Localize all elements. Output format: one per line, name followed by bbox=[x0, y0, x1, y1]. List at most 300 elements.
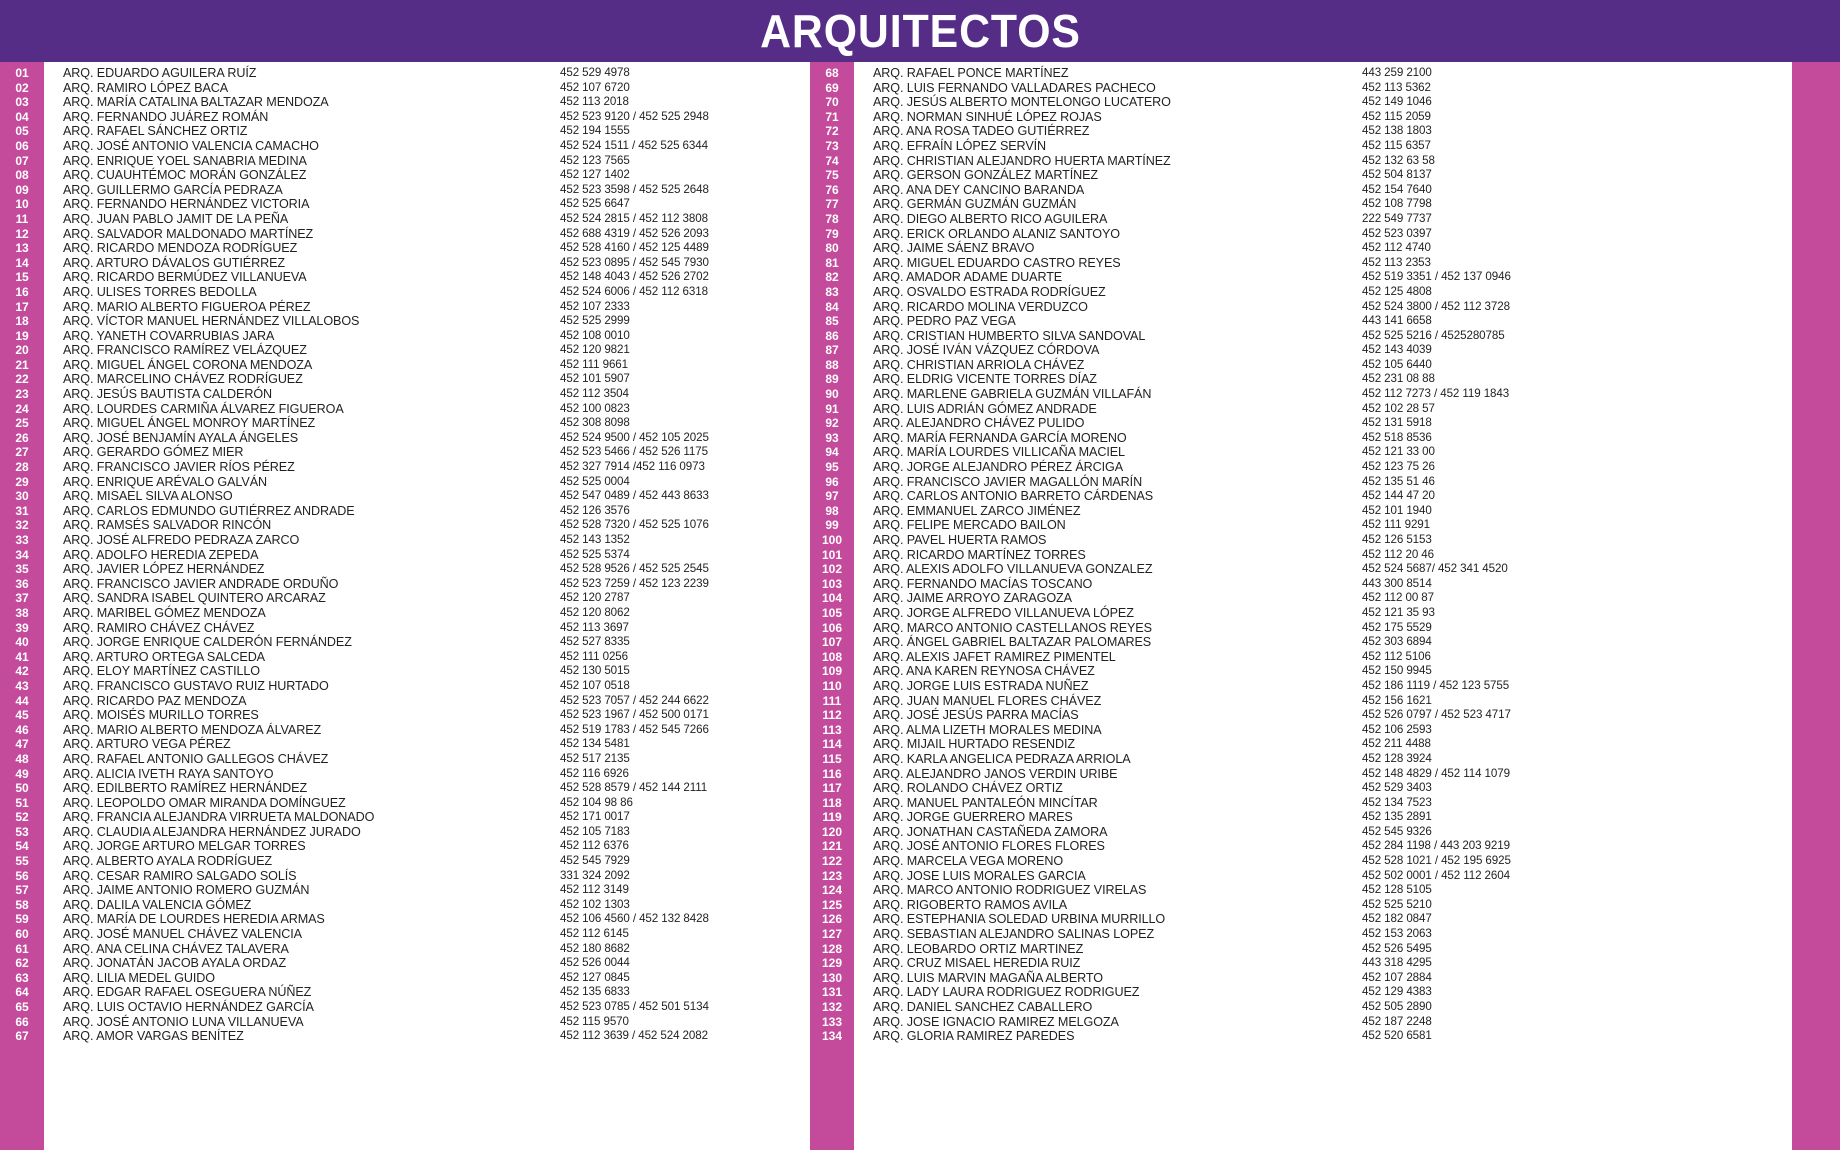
row-number: 112 bbox=[822, 708, 842, 723]
row-number: 36 bbox=[15, 576, 29, 591]
architect-phone: 452 105 7183 bbox=[560, 824, 630, 838]
architect-phone: 452 111 9661 bbox=[560, 357, 628, 371]
row-number: 61 bbox=[15, 941, 29, 956]
row-number: 70 bbox=[825, 95, 839, 110]
architect-name: ARQ. ENRIQUE ARÉVALO GALVÁN bbox=[63, 474, 267, 489]
row-number: 118 bbox=[822, 795, 842, 810]
row-number: 78 bbox=[825, 211, 839, 226]
architect-name: ARQ. EMMANUEL ZARCO JIMÉNEZ bbox=[873, 503, 1081, 518]
architect-phone: 452 107 2333 bbox=[560, 299, 630, 313]
table-row bbox=[854, 548, 1792, 563]
architect-name: ARQ. MARIO ALBERTO MENDOZA ÁLVAREZ bbox=[63, 722, 322, 737]
architect-name: ARQ. FERNANDO HERNÁNDEZ VICTORIA bbox=[63, 197, 310, 212]
row-number: 103 bbox=[821, 576, 843, 591]
table-row bbox=[854, 1015, 1792, 1030]
table-row bbox=[44, 416, 770, 431]
architect-phone: 452 112 4740 bbox=[1362, 241, 1431, 255]
architect-name: ARQ. YANETH COVARRUBIAS JARA bbox=[63, 328, 275, 343]
architect-phone: 452 123 7565 bbox=[560, 153, 630, 167]
row-number: 129 bbox=[821, 956, 843, 971]
architect-name: ARQ. CUAUHTÉMOC MORÁN GONZÁLEZ bbox=[63, 168, 307, 183]
architect-name: ARQ. ALBERTO AYALA RODRÍGUEZ bbox=[63, 854, 273, 869]
architect-name: ARQ. EDGAR RAFAEL OSEGUERA NÚÑEZ bbox=[63, 985, 312, 1000]
row-number: 84 bbox=[825, 299, 839, 314]
architect-name: ARQ. FELIPE MERCADO BAILON bbox=[873, 518, 1066, 533]
architect-name: ARQ. JOSÉ ANTONIO VALENCIA CAMACHO bbox=[63, 138, 319, 153]
architect-name: ARQ. LEOBARDO ORTIZ MARTINEZ bbox=[873, 941, 1084, 956]
architect-phone: 452 517 2135 bbox=[560, 751, 630, 765]
architect-phone: 452 128 3924 bbox=[1362, 751, 1432, 765]
architect-name: ARQ. CLAUDIA ALEJANDRA HERNÁNDEZ JURADO bbox=[63, 824, 361, 839]
row-number: 58 bbox=[15, 897, 29, 912]
architect-phone: 452 112 6145 bbox=[560, 927, 629, 941]
architect-phone: 452 149 1046 bbox=[1362, 95, 1432, 109]
row-number: 43 bbox=[15, 678, 29, 693]
row-number: 59 bbox=[15, 912, 29, 927]
row-number: 68 bbox=[825, 66, 839, 80]
row-number: 60 bbox=[15, 927, 29, 942]
table-row bbox=[44, 752, 770, 767]
architect-phone: 452 175 5529 bbox=[1362, 620, 1432, 634]
table-row bbox=[44, 95, 770, 110]
table-row bbox=[854, 971, 1792, 986]
row-number: 32 bbox=[15, 518, 29, 533]
row-number: 114 bbox=[822, 737, 842, 752]
architect-name: ARQ. CARLOS EDMUNDO GUTIÉRREZ ANDRADE bbox=[63, 503, 355, 518]
table-row bbox=[854, 942, 1792, 957]
architect-name: ARQ. ALEJANDRO CHÁVEZ PULIDO bbox=[873, 416, 1085, 431]
architect-phone: 452 523 9120 / 452 525 2948 bbox=[560, 109, 709, 123]
architect-phone: 452 523 5466 / 452 526 1175 bbox=[560, 445, 708, 459]
architect-name: ARQ. MANUEL PANTALEÓN MINCÍTAR bbox=[873, 795, 1098, 810]
architect-phone: 452 134 5481 bbox=[560, 737, 630, 751]
table-row bbox=[44, 839, 770, 854]
row-number: 56 bbox=[15, 868, 29, 883]
architect-phone: 452 108 0010 bbox=[560, 328, 630, 342]
architect-name: ARQ. GLORIA RAMIREZ PAREDES bbox=[873, 1029, 1075, 1044]
row-number: 20 bbox=[15, 343, 29, 358]
architect-name: ARQ. JAVIER LÓPEZ HERNÁNDEZ bbox=[63, 562, 265, 577]
row-number: 26 bbox=[15, 430, 29, 445]
architect-name: ARQ. GERARDO GÓMEZ MIER bbox=[63, 445, 244, 460]
row-number: 100 bbox=[821, 533, 843, 547]
architect-name: ARQ. DIEGO ALBERTO RICO AGUILERA bbox=[873, 211, 1108, 226]
table-row bbox=[854, 694, 1792, 709]
table-row bbox=[854, 402, 1792, 417]
architect-name: ARQ. JORGE ALEJANDRO PÉREZ ÁRCIGA bbox=[873, 460, 1124, 475]
architect-name: ARQ. MARCELA VEGA MORENO bbox=[873, 854, 1064, 869]
table-row bbox=[44, 737, 770, 752]
architect-phone: 452 120 2787 bbox=[560, 591, 630, 605]
architect-phone: 452 112 3639 / 452 524 2082 bbox=[560, 1029, 708, 1043]
architect-name: ARQ. SALVADOR MALDONADO MARTÍNEZ bbox=[63, 226, 314, 241]
right-index-strip bbox=[810, 62, 854, 1150]
table-row bbox=[854, 518, 1792, 533]
architect-phone: 452 116 6926 bbox=[560, 766, 629, 780]
table-row bbox=[854, 854, 1792, 869]
row-number: 02 bbox=[15, 80, 29, 95]
architect-name: ARQ. JOSÉ JESÚS PARRA MACÍAS bbox=[873, 708, 1079, 723]
architect-name: ARQ. JORGE GUERRERO MARES bbox=[873, 810, 1073, 825]
architect-phone: 452 186 1119 / 452 123 5755 bbox=[1362, 678, 1510, 692]
row-number: 76 bbox=[825, 182, 839, 197]
architect-name: ARQ. GERSON GONZÁLEZ MARTÍNEZ bbox=[873, 168, 1098, 183]
architect-name: ARQ. JESÚS ALBERTO MONTELONGO LUCATERO bbox=[873, 95, 1171, 110]
architect-name: ARQ. ARTURO DÁVALOS GUTIÉRREZ bbox=[63, 255, 285, 270]
row-number: 27 bbox=[15, 445, 29, 460]
row-number: 134 bbox=[821, 1029, 843, 1044]
architect-phone: 452 115 9570 bbox=[560, 1014, 629, 1028]
architect-name: ARQ. PEDRO PAZ VEGA bbox=[873, 314, 1016, 329]
table-row bbox=[44, 621, 770, 636]
row-number: 05 bbox=[15, 124, 29, 139]
architect-phone: 452 231 08 88 bbox=[1362, 372, 1435, 386]
table-row bbox=[854, 781, 1792, 796]
table-row bbox=[854, 533, 1792, 548]
table-row bbox=[854, 212, 1792, 227]
table-row bbox=[44, 577, 770, 592]
architect-name: ARQ. ALMA LIZETH MORALES MEDINA bbox=[873, 722, 1102, 737]
table-row bbox=[44, 956, 770, 971]
architect-phone: 452 131 5918 bbox=[1362, 416, 1432, 430]
architect-phone: 452 107 6720 bbox=[560, 80, 630, 94]
architect-name: ARQ. DALILA VALENCIA GÓMEZ bbox=[63, 897, 252, 912]
architect-name: ARQ. LUIS ADRIÁN GÓMEZ ANDRADE bbox=[873, 401, 1097, 416]
row-number: 97 bbox=[825, 489, 839, 504]
architect-name: ARQ. JORGE ALFREDO VILLANUEVA LÓPEZ bbox=[873, 605, 1134, 620]
table-row bbox=[44, 781, 770, 796]
architect-phone: 452 112 3149 bbox=[560, 883, 629, 897]
row-number: 98 bbox=[825, 503, 839, 518]
table-row bbox=[854, 256, 1792, 271]
architect-phone: 452 134 7523 bbox=[1362, 795, 1432, 809]
row-number: 96 bbox=[825, 474, 839, 489]
table-row bbox=[854, 956, 1792, 971]
row-number: 09 bbox=[15, 182, 29, 197]
architect-name: ARQ. LADY LAURA RODRIGUEZ RODRIGUEZ bbox=[873, 985, 1140, 1000]
architect-phone: 452 525 6647 bbox=[560, 197, 630, 211]
architect-phone: 452 528 7320 / 452 525 1076 bbox=[560, 518, 709, 532]
table-row bbox=[44, 1000, 770, 1015]
row-number: 90 bbox=[825, 387, 839, 402]
table-row bbox=[854, 796, 1792, 811]
table-row bbox=[44, 66, 770, 81]
row-number: 108 bbox=[821, 649, 843, 664]
table-row bbox=[44, 154, 770, 169]
architect-phone: 452 120 8062 bbox=[560, 605, 630, 619]
table-row bbox=[854, 197, 1792, 212]
row-number: 34 bbox=[15, 547, 29, 562]
architect-name: ARQ. JAIME ARROYO ZARAGOZA bbox=[873, 591, 1072, 606]
row-number: 07 bbox=[15, 153, 29, 168]
architect-phone: 452 526 0044 bbox=[560, 956, 630, 970]
architect-phone: 452 171 0017 bbox=[560, 810, 630, 824]
architect-name: ARQ. CHRISTIAN ARRIOLA CHÁVEZ bbox=[873, 357, 1085, 372]
row-number: 12 bbox=[15, 226, 29, 241]
table-row bbox=[854, 927, 1792, 942]
table-row bbox=[854, 883, 1792, 898]
row-number: 15 bbox=[15, 270, 29, 285]
table-row bbox=[854, 985, 1792, 1000]
table-row bbox=[854, 650, 1792, 665]
architect-name: ARQ. LUIS FERNANDO VALLADARES PACHECO bbox=[873, 80, 1156, 95]
architect-name: ARQ. MARÍA LOURDES VILLICAÑA MACIEL bbox=[873, 445, 1125, 460]
architect-name: ARQ. MARIO ALBERTO FIGUEROA PÉREZ bbox=[63, 299, 311, 314]
architect-phone: 452 104 98 86 bbox=[560, 795, 633, 809]
architect-phone: 452 211 4488 bbox=[1362, 737, 1431, 751]
architect-name: ARQ. JONATHAN CASTAÑEDA ZAMORA bbox=[873, 824, 1108, 839]
left-entries bbox=[44, 62, 770, 1150]
architect-phone: 452 112 3504 bbox=[560, 387, 629, 401]
table-row bbox=[44, 358, 770, 373]
table-row bbox=[854, 898, 1792, 913]
architect-phone: 452 120 9821 bbox=[560, 343, 630, 357]
architect-phone: 452 180 8682 bbox=[560, 941, 630, 955]
architect-phone: 452 113 2018 bbox=[560, 95, 629, 109]
architect-phone: 452 520 6581 bbox=[1362, 1029, 1432, 1043]
table-row bbox=[854, 300, 1792, 315]
architect-name: ARQ. MOISÉS MURILLO TORRES bbox=[63, 708, 259, 723]
table-row bbox=[44, 387, 770, 402]
architect-name: ARQ. MARÍA DE LOURDES HEREDIA ARMAS bbox=[63, 912, 325, 927]
architect-phone: 443 300 8514 bbox=[1362, 576, 1432, 590]
row-number: 42 bbox=[15, 664, 29, 679]
table-row bbox=[854, 183, 1792, 198]
table-row bbox=[44, 227, 770, 242]
table-row bbox=[854, 839, 1792, 854]
row-number: 46 bbox=[15, 722, 29, 737]
architect-name: ARQ. RAMSÉS SALVADOR RINCÓN bbox=[63, 518, 272, 533]
table-row bbox=[44, 504, 770, 519]
architect-phone: 452 150 9945 bbox=[1362, 664, 1432, 678]
table-row bbox=[44, 1015, 770, 1030]
architect-name: ARQ. JOSÉ ANTONIO LUNA VILLANUEVA bbox=[63, 1014, 304, 1029]
architect-phone: 452 525 5210 bbox=[1362, 897, 1432, 911]
architect-phone: 452 284 1198 / 443 203 9219 bbox=[1362, 839, 1510, 853]
row-number: 119 bbox=[822, 810, 842, 825]
architect-phone: 452 115 6357 bbox=[1362, 138, 1431, 152]
architect-name: ARQ. JUAN PABLO JAMIT DE LA PEÑA bbox=[63, 211, 289, 226]
architect-phone: 452 129 4383 bbox=[1362, 985, 1432, 999]
architect-name: ARQ. ADOLFO HEREDIA ZEPEDA bbox=[63, 547, 259, 562]
architect-name: ARQ. ANA CELINA CHÁVEZ TALAVERA bbox=[63, 941, 289, 956]
architect-name: ARQ. AMOR VARGAS BENÍTEZ bbox=[63, 1029, 244, 1044]
architect-phone: 452 127 1402 bbox=[560, 168, 630, 182]
architect-phone: 452 182 0847 bbox=[1362, 912, 1432, 926]
row-number: 01 bbox=[15, 66, 29, 80]
table-row bbox=[854, 737, 1792, 752]
row-number: 69 bbox=[825, 80, 839, 95]
architect-phone: 452 525 0004 bbox=[560, 474, 630, 488]
architect-phone: 452 523 0397 bbox=[1362, 226, 1432, 240]
row-number: 104 bbox=[821, 591, 843, 606]
row-number: 40 bbox=[15, 635, 29, 650]
table-row bbox=[854, 431, 1792, 446]
architect-phone: 452 519 1783 / 452 545 7266 bbox=[560, 722, 709, 736]
architect-phone: 452 135 2891 bbox=[1362, 810, 1432, 824]
row-number: 128 bbox=[821, 941, 843, 956]
architect-name: ARQ. JORGE ENRIQUE CALDERÓN FERNÁNDEZ bbox=[63, 635, 352, 650]
row-number: 77 bbox=[825, 197, 839, 212]
architect-name: ARQ. SEBASTIAN ALEJANDRO SALINAS LOPEZ bbox=[873, 927, 1155, 942]
row-number: 106 bbox=[821, 620, 843, 635]
table-row bbox=[44, 285, 770, 300]
architect-phone: 452 126 5153 bbox=[1362, 533, 1432, 546]
table-row bbox=[44, 533, 770, 548]
architect-name: ARQ. EDUARDO AGUILERA RUÍZ bbox=[63, 66, 257, 80]
architect-phone: 452 153 2063 bbox=[1362, 927, 1432, 941]
table-row bbox=[854, 504, 1792, 519]
row-number: 95 bbox=[825, 460, 839, 475]
table-row bbox=[44, 431, 770, 446]
table-row bbox=[44, 810, 770, 825]
architect-phone: 452 143 4039 bbox=[1362, 343, 1432, 357]
row-number: 115 bbox=[822, 751, 842, 766]
row-number: 83 bbox=[825, 284, 839, 299]
architect-name: ARQ. RAMIRO CHÁVEZ CHÁVEZ bbox=[63, 620, 255, 635]
table-row bbox=[44, 898, 770, 913]
row-number: 53 bbox=[15, 824, 29, 839]
table-row bbox=[854, 577, 1792, 592]
architect-name: ARQ. ALEXIS ADOLFO VILLANUEVA GONZALEZ bbox=[873, 562, 1153, 577]
architect-name: ARQ. JUAN MANUEL FLORES CHÁVEZ bbox=[873, 693, 1102, 708]
architect-phone: 452 529 3403 bbox=[1362, 781, 1432, 795]
architect-phone: 452 524 2815 / 452 112 3808 bbox=[560, 211, 708, 225]
architect-name: ARQ. ESTEPHANIA SOLEDAD URBINA MURRILLO bbox=[873, 912, 1166, 927]
architect-phone: 452 121 35 93 bbox=[1362, 605, 1435, 619]
architect-name: ARQ. EFRAÍN LÓPEZ SERVÍN bbox=[873, 138, 1047, 153]
table-row bbox=[44, 372, 770, 387]
row-number: 13 bbox=[15, 241, 29, 256]
row-number: 39 bbox=[15, 620, 29, 635]
row-number: 93 bbox=[825, 430, 839, 445]
table-row bbox=[854, 329, 1792, 344]
architect-name: ARQ. JOSE IGNACIO RAMIREZ MELGOZA bbox=[873, 1014, 1119, 1029]
row-number: 11 bbox=[15, 211, 29, 226]
row-number: 62 bbox=[15, 956, 29, 971]
row-number: 63 bbox=[15, 970, 29, 985]
architect-phone: 452 107 2884 bbox=[1362, 970, 1432, 984]
architect-phone: 452 112 00 87 bbox=[1362, 591, 1434, 605]
architect-phone: 452 132 63 58 bbox=[1362, 153, 1435, 167]
architect-phone: 452 100 0823 bbox=[560, 401, 630, 415]
directory-columns bbox=[0, 62, 1840, 1150]
row-number: 38 bbox=[15, 605, 29, 620]
table-row bbox=[854, 460, 1792, 475]
row-number: 65 bbox=[15, 1000, 29, 1014]
architect-name: ARQ. SANDRA ISABEL QUINTERO ARCARAZ bbox=[63, 591, 326, 606]
table-row bbox=[854, 343, 1792, 358]
table-row bbox=[44, 270, 770, 285]
architect-phone: 452 523 7057 / 452 244 6622 bbox=[560, 693, 709, 707]
architect-phone: 452 525 2999 bbox=[560, 314, 630, 328]
table-row bbox=[854, 66, 1792, 81]
architect-phone: 452 106 4560 / 452 132 8428 bbox=[560, 912, 709, 926]
row-number: 71 bbox=[825, 109, 839, 124]
architect-name: ARQ. MIJAIL HURTADO RESENDIZ bbox=[873, 737, 1075, 752]
architect-name: ARQ. ANA KAREN REYNOSA CHÁVEZ bbox=[873, 664, 1095, 679]
architect-phone: 452 154 7640 bbox=[1362, 182, 1432, 196]
architect-phone: 452 135 6833 bbox=[560, 985, 630, 999]
architect-phone: 452 523 7259 / 452 123 2239 bbox=[560, 576, 709, 590]
architect-phone: 452 547 0489 / 452 443 8633 bbox=[560, 489, 709, 503]
table-row bbox=[854, 489, 1792, 504]
table-row bbox=[44, 708, 770, 723]
table-row bbox=[854, 635, 1792, 650]
row-number: 120 bbox=[821, 824, 843, 839]
architect-phone: 452 105 6440 bbox=[1362, 357, 1432, 371]
table-row bbox=[44, 985, 770, 1000]
table-row bbox=[854, 168, 1792, 183]
architect-name: ARQ. MARCO ANTONIO RODRIGUEZ VIRELAS bbox=[873, 883, 1147, 898]
architect-name: ARQ. MIGUEL ÁNGEL MONROY MARTÍNEZ bbox=[63, 416, 316, 431]
row-number: 21 bbox=[15, 357, 29, 372]
row-number: 85 bbox=[825, 314, 839, 329]
architect-phone: 452 112 7273 / 452 119 1843 bbox=[1362, 387, 1510, 401]
row-number: 133 bbox=[821, 1014, 843, 1029]
architect-phone: 452 524 5687/ 452 341 4520 bbox=[1362, 562, 1508, 576]
row-number: 51 bbox=[15, 795, 29, 810]
row-number: 79 bbox=[825, 226, 839, 241]
architect-name: ARQ. ALEXIS JAFET RAMIREZ PIMENTEL bbox=[873, 649, 1116, 664]
architect-phone: 452 528 1021 / 452 195 6925 bbox=[1362, 854, 1511, 868]
row-number: 52 bbox=[15, 810, 29, 825]
table-row bbox=[854, 81, 1792, 96]
table-row bbox=[44, 942, 770, 957]
architect-name: ARQ. VÍCTOR MANUEL HERNÁNDEZ VILLALOBOS bbox=[63, 314, 360, 329]
architect-phone: 452 528 8579 / 452 144 2111 bbox=[560, 781, 708, 795]
row-number: 125 bbox=[821, 897, 843, 912]
architect-name: ARQ. LUIS OCTAVIO HERNÁNDEZ GARCÍA bbox=[63, 1000, 314, 1014]
architect-name: ARQ. FRANCISCO JAVIER RÍOS PÉREZ bbox=[63, 460, 295, 475]
table-row bbox=[854, 591, 1792, 606]
architect-phone: 452 688 4319 / 452 526 2093 bbox=[560, 226, 709, 240]
architect-name: ARQ. MARÍA FERNANDA GARCÍA MORENO bbox=[873, 430, 1127, 445]
row-number: 75 bbox=[825, 168, 839, 183]
architect-phone: 452 518 8536 bbox=[1362, 430, 1432, 444]
architect-name: ARQ. MIGUEL ÁNGEL CORONA MENDOZA bbox=[63, 357, 313, 372]
architect-name: ARQ. CHRISTIAN ALEJANDRO HUERTA MARTÍNEZ bbox=[873, 153, 1171, 168]
architect-phone: 452 106 2593 bbox=[1362, 722, 1432, 736]
architect-name: ARQ. ALICIA IVETH RAYA SANTOYO bbox=[63, 766, 274, 781]
row-number: 28 bbox=[15, 460, 29, 475]
row-number: 03 bbox=[15, 95, 29, 110]
left-column bbox=[0, 62, 770, 1150]
architect-name: ARQ. ANA ROSA TADEO GUTIÉRREZ bbox=[873, 124, 1090, 139]
table-row bbox=[44, 591, 770, 606]
architect-phone: 452 525 5216 / 4525280785 bbox=[1362, 328, 1505, 342]
architect-name: ARQ. MARÍA CATALINA BALTAZAR MENDOZA bbox=[63, 95, 329, 110]
row-number: 31 bbox=[15, 503, 29, 518]
table-row bbox=[44, 300, 770, 315]
table-row bbox=[854, 387, 1792, 402]
row-number: 122 bbox=[821, 854, 843, 869]
row-number: 06 bbox=[15, 138, 29, 153]
row-number: 102 bbox=[821, 562, 843, 577]
table-row bbox=[44, 562, 770, 577]
right-entries bbox=[854, 62, 1792, 1150]
table-row bbox=[854, 285, 1792, 300]
architect-phone: 452 504 8137 bbox=[1362, 168, 1432, 182]
row-number: 99 bbox=[825, 518, 839, 533]
architect-name: ARQ. LUIS MARVIN MAGAÑA ALBERTO bbox=[873, 970, 1103, 985]
left-index-strip bbox=[0, 62, 44, 1150]
architect-phone: 452 148 4829 / 452 114 1079 bbox=[1362, 766, 1510, 780]
row-number: 81 bbox=[825, 255, 839, 270]
table-row bbox=[44, 606, 770, 621]
row-number: 86 bbox=[825, 328, 839, 343]
table-row bbox=[44, 635, 770, 650]
